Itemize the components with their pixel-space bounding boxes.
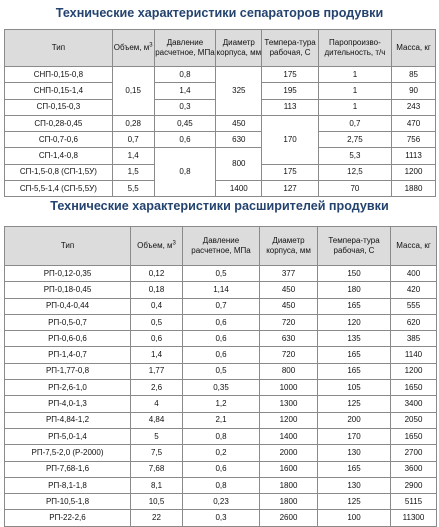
table-row <box>5 412 437 428</box>
cell-type: СНП-0,15-0,8 <box>5 67 113 83</box>
cell-pressure: 1,2 <box>183 396 260 412</box>
col-header-pressure: Давление расчетное, МПа <box>154 30 216 67</box>
table-row <box>5 67 436 83</box>
cell-volume: 7,5 <box>131 445 183 461</box>
cell-volume: 0,12 <box>131 266 183 282</box>
cell-pressure: 0,6 <box>183 461 260 477</box>
cell-temperature: 113 <box>262 99 318 115</box>
cell-diameter: 800 <box>216 148 262 181</box>
cell-mass: 2700 <box>391 445 437 461</box>
col-header-mass: Масса, кг <box>391 227 437 266</box>
cell-diameter: 1200 <box>260 412 318 428</box>
cell-type: СНП-0,15-1,4 <box>5 83 113 99</box>
cell-mass: 400 <box>391 266 437 282</box>
cell-mass: 2050 <box>391 412 437 428</box>
cell-type: РП-5,0-1,4 <box>5 428 131 444</box>
cell-diameter: 1800 <box>260 494 318 510</box>
cell-mass: 555 <box>391 298 437 314</box>
cell-mass: 2900 <box>391 477 437 493</box>
expanders-table-title: Технические характеристики расширителей продувки <box>50 199 389 213</box>
cell-pressure: 0,8 <box>154 148 216 197</box>
cell-type: СП-1,5-0,8 (СП-1,5У) <box>5 164 113 180</box>
table-row <box>5 115 436 131</box>
cell-pressure: 0,5 <box>183 363 260 379</box>
cell-pressure: 0,6 <box>183 314 260 330</box>
cell-volume: 10,5 <box>131 494 183 510</box>
cell-volume: 1,77 <box>131 363 183 379</box>
cell-diameter: 1600 <box>260 461 318 477</box>
cell-diameter: 720 <box>260 314 318 330</box>
cell-temperature: 120 <box>318 314 391 330</box>
expanders-table <box>4 226 437 527</box>
cell-pressure: 0,6 <box>154 132 216 148</box>
cell-pressure: 0,5 <box>183 266 260 282</box>
cell-mass: 3400 <box>391 396 437 412</box>
cell-pressure: 0,8 <box>183 477 260 493</box>
col-header-diameter: Диаметр корпуса, мм <box>260 227 318 266</box>
table-row <box>5 477 437 493</box>
cell-mass: 90 <box>392 83 436 99</box>
cell-diameter: 450 <box>260 298 318 314</box>
col-header-pressure: Давление расчетное, МПа <box>183 227 260 266</box>
cell-type: РП-22-2,6 <box>5 510 131 526</box>
table-row <box>5 181 436 197</box>
separators-table <box>4 29 436 197</box>
col-header-temperature: Темпера-тура рабочая, С <box>318 227 391 266</box>
cell-mass: 1140 <box>391 347 437 363</box>
cell-diameter: 2600 <box>260 510 318 526</box>
cell-pressure: 0,6 <box>183 331 260 347</box>
cell-mass: 1200 <box>392 164 436 180</box>
cell-mass: 85 <box>392 67 436 83</box>
table-row <box>5 148 436 164</box>
cell-diameter: 450 <box>216 115 262 131</box>
cell-capacity: 70 <box>318 181 391 197</box>
table-row <box>5 445 437 461</box>
table-row <box>5 428 437 444</box>
cell-diameter: 630 <box>216 132 262 148</box>
table-header-row <box>5 227 437 266</box>
cell-type: РП-0,4-0,44 <box>5 298 131 314</box>
table-row <box>5 396 437 412</box>
table-row <box>5 461 437 477</box>
table-row <box>5 363 437 379</box>
cell-diameter: 450 <box>260 282 318 298</box>
cell-diameter: 1800 <box>260 477 318 493</box>
cell-mass: 420 <box>391 282 437 298</box>
cell-pressure: 0,2 <box>183 445 260 461</box>
col-header-volume: Объем, $м^3$ <box>112 30 154 67</box>
cell-diameter: 377 <box>260 266 318 282</box>
cell-type: РП-1,77-0,8 <box>5 363 131 379</box>
cell-mass: 11300 <box>391 510 437 526</box>
cell-type: СП-1,4-0,8 <box>5 148 113 164</box>
cell-capacity: 1 <box>318 67 391 83</box>
cell-volume: 22 <box>131 510 183 526</box>
cell-diameter: 1300 <box>260 396 318 412</box>
cell-type: СП-5,5-1,4 (СП-5,5У) <box>5 181 113 197</box>
col-header-mass: Масса, кг <box>392 30 436 67</box>
table-header-row <box>5 30 436 67</box>
col-header-type: Тип <box>5 227 131 266</box>
cell-volume: 1,5 <box>112 164 154 180</box>
cell-pressure: 0,45 <box>154 115 216 131</box>
cell-type: РП-0,6-0,6 <box>5 331 131 347</box>
cell-mass: 385 <box>391 331 437 347</box>
cell-volume: 5 <box>131 428 183 444</box>
cell-pressure: 0,8 <box>183 428 260 444</box>
cell-mass: 470 <box>392 115 436 131</box>
cell-temperature: 165 <box>318 363 391 379</box>
cell-type: РП-8,1-1,8 <box>5 477 131 493</box>
cell-mass: 1650 <box>391 380 437 396</box>
cell-temperature: 125 <box>318 396 391 412</box>
cell-type: СП-0,15-0,3 <box>5 99 113 115</box>
cell-volume: 0,18 <box>131 282 183 298</box>
cell-capacity: 0,7 <box>318 115 391 131</box>
cell-pressure: 0,7 <box>183 298 260 314</box>
table-row <box>5 298 437 314</box>
cell-capacity: 5,3 <box>318 148 391 164</box>
table-row <box>5 314 437 330</box>
cell-diameter: 800 <box>260 363 318 379</box>
cell-mass: 1880 <box>392 181 436 197</box>
cell-pressure: 0,6 <box>183 347 260 363</box>
cell-temperature: 170 <box>318 428 391 444</box>
table-row <box>5 331 437 347</box>
cell-type: РП-4,0-1,3 <box>5 396 131 412</box>
cell-temperature: 175 <box>262 67 318 83</box>
cell-diameter: 720 <box>260 347 318 363</box>
cell-mass: 756 <box>392 132 436 148</box>
separators-table-title: Технические характеристики сепараторов продувки <box>55 6 384 20</box>
cell-volume: 0,6 <box>131 331 183 347</box>
cell-pressure: 0,3 <box>154 99 216 115</box>
cell-type: РП-0,12-0,35 <box>5 266 131 282</box>
cell-mass: 243 <box>392 99 436 115</box>
cell-volume: 0,4 <box>131 298 183 314</box>
cell-type: РП-0,18-0,45 <box>5 282 131 298</box>
cell-capacity: 2,75 <box>318 132 391 148</box>
table-row <box>5 347 437 363</box>
cell-pressure: 1,14 <box>183 282 260 298</box>
cell-mass: 1200 <box>391 363 437 379</box>
cell-pressure: 0,35 <box>183 380 260 396</box>
cell-temperature: 127 <box>262 181 318 197</box>
cell-capacity: 12,5 <box>318 164 391 180</box>
cell-volume: 4,84 <box>131 412 183 428</box>
cell-diameter: 630 <box>260 331 318 347</box>
cell-volume: 0,5 <box>131 314 183 330</box>
cell-temperature: 105 <box>318 380 391 396</box>
table-row <box>5 510 437 526</box>
table-row <box>5 282 437 298</box>
cell-mass: 1650 <box>391 428 437 444</box>
cell-temperature: 200 <box>318 412 391 428</box>
col-header-temperature: Темпера-тура рабочая, С <box>262 30 318 67</box>
cell-temperature: 150 <box>318 266 391 282</box>
cell-volume: 8,1 <box>131 477 183 493</box>
cell-temperature: 130 <box>318 477 391 493</box>
cell-pressure: 0,3 <box>183 510 260 526</box>
cell-type: РП-0,5-0,7 <box>5 314 131 330</box>
cell-volume: 5,5 <box>112 181 154 197</box>
cell-temperature: 165 <box>318 347 391 363</box>
col-header-diameter: Диаметр корпуса, мм <box>216 30 262 67</box>
cell-type: РП-4,84-1,2 <box>5 412 131 428</box>
cell-volume: 1,4 <box>112 148 154 164</box>
cell-mass: 1113 <box>392 148 436 164</box>
cell-volume: 7,68 <box>131 461 183 477</box>
cell-diameter: 2000 <box>260 445 318 461</box>
cell-type: СП-0,28-0,45 <box>5 115 113 131</box>
col-header-type: Тип <box>5 30 113 67</box>
cell-pressure: 0,8 <box>154 67 216 83</box>
cell-pressure: 1,4 <box>154 83 216 99</box>
cell-type: РП-7,68-1,6 <box>5 461 131 477</box>
cell-diameter: 1000 <box>260 380 318 396</box>
cell-type: РП-1,4-0,7 <box>5 347 131 363</box>
table-row <box>5 380 437 396</box>
cell-capacity: 1 <box>318 99 391 115</box>
cell-pressure: 2,1 <box>183 412 260 428</box>
col-header-volume: Объем, $м^3$ <box>131 227 183 266</box>
cell-temperature: 175 <box>262 164 318 180</box>
cell-volume: 4 <box>131 396 183 412</box>
cell-mass: 5115 <box>391 494 437 510</box>
cell-temperature: 165 <box>318 461 391 477</box>
cell-temperature: 100 <box>318 510 391 526</box>
cell-volume: 0,28 <box>112 115 154 131</box>
cell-type: РП-7,5-2,0 (Р-2000) <box>5 445 131 461</box>
cell-diameter: 325 <box>216 67 262 116</box>
cell-volume: 2,6 <box>131 380 183 396</box>
cell-mass: 620 <box>391 314 437 330</box>
cell-type: РП-2,6-1,0 <box>5 380 131 396</box>
cell-diameter: 1400 <box>260 428 318 444</box>
cell-volume: 0,15 <box>112 67 154 116</box>
cell-temperature: 165 <box>318 298 391 314</box>
table-row <box>5 266 437 282</box>
cell-volume: 1,4 <box>131 347 183 363</box>
cell-pressure: 0,23 <box>183 494 260 510</box>
table-row <box>5 494 437 510</box>
cell-temperature: 135 <box>318 331 391 347</box>
cell-mass: 3600 <box>391 461 437 477</box>
cell-temperature: 195 <box>262 83 318 99</box>
cell-temperature: 180 <box>318 282 391 298</box>
cell-type: СП-0,7-0,6 <box>5 132 113 148</box>
cell-type: РП-10,5-1,8 <box>5 494 131 510</box>
cell-volume: 0,7 <box>112 132 154 148</box>
cell-diameter: 1400 <box>216 181 262 197</box>
col-header-capacity: Паропроизво-дительность, т/ч <box>318 30 391 67</box>
cell-temperature: 125 <box>318 494 391 510</box>
cell-temperature: 170 <box>262 115 318 164</box>
cell-temperature: 130 <box>318 445 391 461</box>
cell-capacity: 1 <box>318 83 391 99</box>
table-row <box>5 132 436 148</box>
